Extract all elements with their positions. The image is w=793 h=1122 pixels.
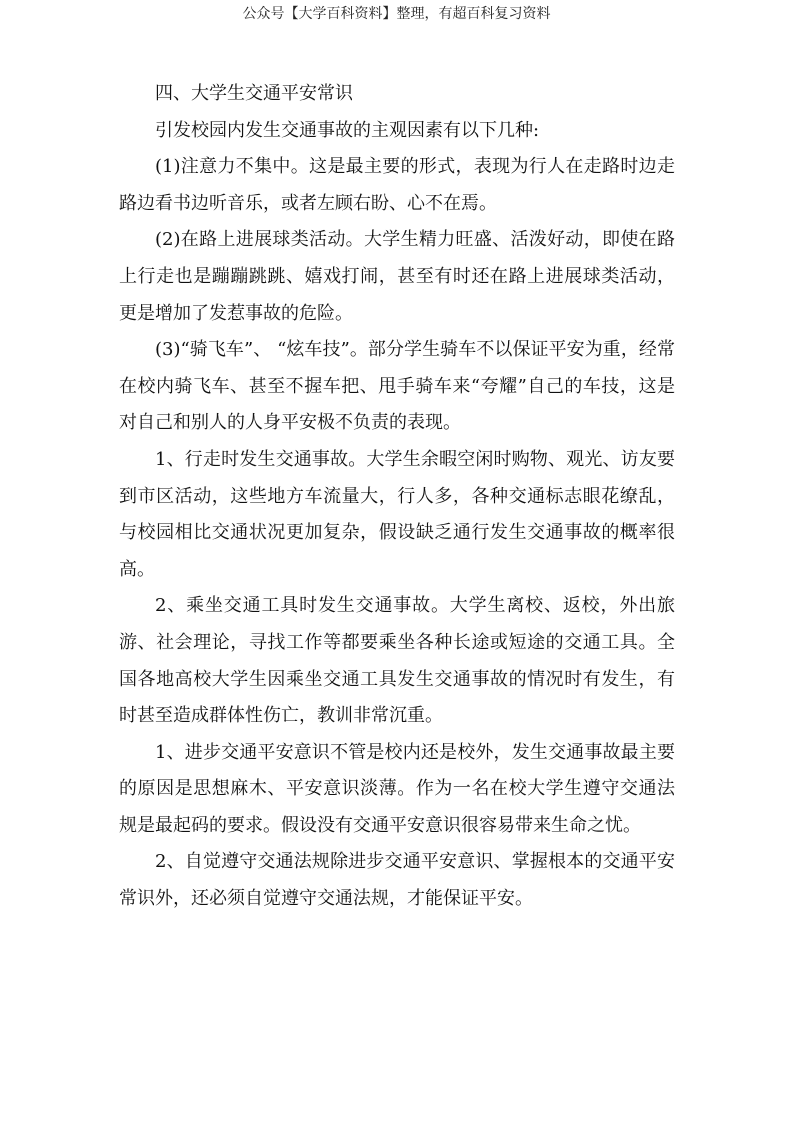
paragraph-safety-awareness: 1、进步交通平安意识不管是校内还是校外，发生交通事故最主要的原因是思想麻木、平安意识淡薄。作为一名在校大学生遵守交通法规是最起码的要求。假设没有交通平安意识很容易带来生命之忧。 xyxy=(119,741,675,836)
paragraph-factor-3: (3)“骑飞车”、 “炫车技”。部分学生骑车不以保证平安为重，经常在校内骑飞车、甚至不握车把、甩手骑车来“夸耀”自己的车技，这是对自己和别人的人身平安极不负责的表现。 xyxy=(119,339,675,434)
paragraph-transport-accident: 2、乘坐交通工具时发生交通事故。大学生离校、返校，外出旅游、社会理论，寻找工作等都要乘坐各种长途或短途的交通工具。全国各地高校大学生因乘坐交通工具发生交通事故的情况时有发生，有时甚至造成群体性伤亡，教训非常沉重。 xyxy=(119,595,675,727)
paragraph-walking-accident: 1、行走时发生交通事故。大学生余暇空闲时购物、观光、访友要到市区活动，这些地方车流量大，行人多，各种交通标志眼花缭乱，与校园相比交通状况更加复杂，假设缺乏通行发生交通事故的概率很高。 xyxy=(119,448,675,580)
page-header: 公众号【大学百科资料】整理，有超百科复习资料 xyxy=(242,6,551,22)
paragraph-factor-1: (1)注意力不集中。这是最主要的形式，表现为行人在走路时边走路边看书边听音乐，或者左顾右盼、心不在焉。 xyxy=(119,156,675,214)
paragraph-factor-2: (2)在路上进展球类活动。大学生精力旺盛、活泼好动，即使在路上行走也是蹦蹦跳跳、嬉戏打闹，甚至有时还在路上进展球类活动，更是增加了发惹事故的危险。 xyxy=(119,229,675,324)
section-heading: 四、大学生交通平安常识 xyxy=(155,83,353,104)
paragraph-intro: 引发校园内发生交通事故的主观因素有以下几种: xyxy=(155,119,540,141)
document-body xyxy=(119,76,675,918)
paragraph-obey-rules: 2、自觉遵守交通法规除进步交通平安意识、掌握根本的交通平安常识外，还必须自觉遵守交通法规，才能保证平安。 xyxy=(119,851,675,910)
